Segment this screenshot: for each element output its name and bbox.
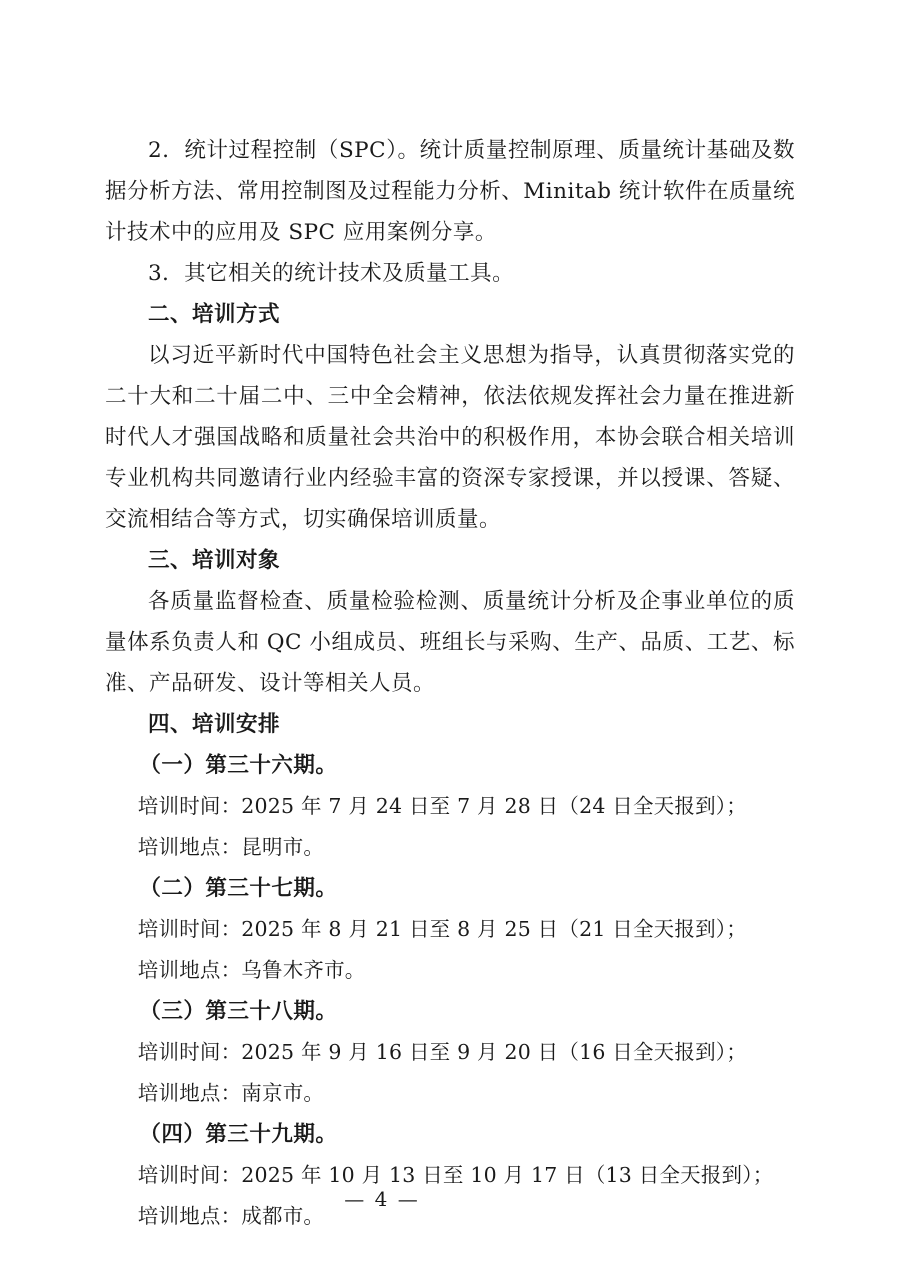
session-3-place: 培训地点：南京市。 [137,1081,325,1105]
paragraph-training-audience: 各质量监督检查、质量检验检测、质量统计分析及企事业单位的质量体系负责人和 QC 小组成员、班组长与采购、生产、品质、工艺、标准、产品研发、设计等相关人员。 [105,589,795,696]
session-1-place: 培训地点：昆明市。 [137,835,325,859]
document-body [105,130,795,1237]
paragraph-item-3: 3．其它相关的统计技术及质量工具。 [148,261,515,286]
session-4-title: （四）第三十九期。 [139,1122,338,1147]
paragraph-training-method: 以习近平新时代中国特色社会主义思想为指导，认真贯彻落实党的二十大和二十届二中、三中全会精神，依法依规发挥社会力量在推进新时代人才强国战略和质量社会共治中的积极作用，本协会联合相关培训专业机构共同邀请行业内经验丰富的资深专家授课，并以授课、答疑、交流相结合等方式，切实确保培训质量。 [105,343,795,532]
session-4-place: 培训地点：成都市。 [137,1204,325,1228]
session-2-title: （二）第三十七期。 [139,876,338,901]
session-1-time: 培训时间：2025 年 7 月 24 日至 7 月 28 日（24 日全天报到）； [137,794,747,818]
session-2-place: 培训地点：乌鲁木齐市。 [137,958,366,982]
session-2-time: 培训时间：2025 年 8 月 21 日至 8 月 25 日（21 日全天报到）； [137,917,747,941]
page-footer [0,1187,900,1211]
session-3-time: 培训时间：2025 年 9 月 16 日至 9 月 20 日（16 日全天报到）； [137,1040,747,1064]
paragraph-item-2: 2．统计过程控制（SPC）。统计质量控制原理、质量统计基础及数据分析方法、常用控制图及过程能力分析、Minitab 统计软件在质量统计技术中的应用及 SPC 应用案例分享。 [105,138,795,245]
session-4-time: 培训时间：2025 年 10 月 13 日至 10 月 17 日（13 日全天报到）； [137,1163,774,1187]
session-1-title: （一）第三十六期。 [139,753,338,778]
section-heading-training-audience: 三、培训对象 [148,548,281,573]
session-3-title: （三）第三十八期。 [139,999,338,1024]
page-number: — 4 — [344,1187,420,1211]
section-heading-training-method: 二、培训方式 [148,302,281,327]
section-heading-training-schedule: 四、培训安排 [148,712,281,737]
